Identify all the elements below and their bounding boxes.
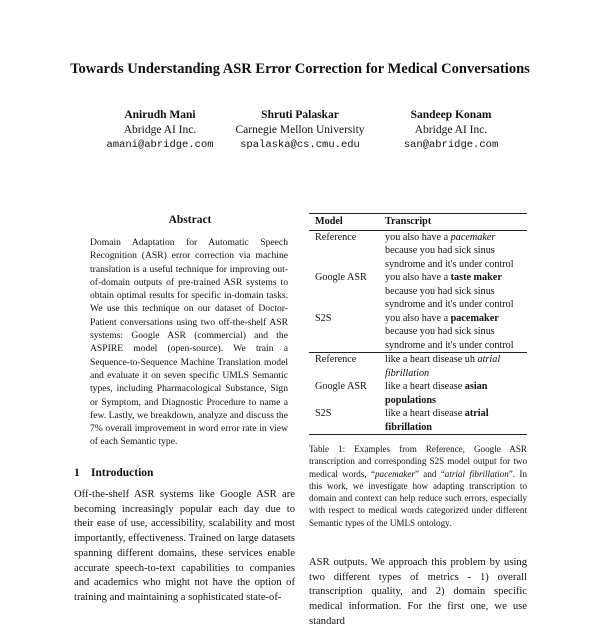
body-paragraph: ASR outputs. We approach this problem by using two different types of metrics - 1) overall transcription quality, and 2) domain specific medical information. For the first one, we use standard xyxy=(309,557,527,627)
table-row xyxy=(309,380,527,407)
transcript-cell xyxy=(383,407,527,435)
author-affiliation: Carnegie Mellon University xyxy=(235,124,365,136)
table-row xyxy=(309,271,527,312)
transcript-cell xyxy=(383,271,527,312)
table-row xyxy=(309,230,527,271)
highlighted-term: atrial fibrillation xyxy=(385,408,489,433)
example-table xyxy=(309,213,527,435)
highlighted-term: asian populations xyxy=(385,381,488,406)
table-caption xyxy=(309,443,527,529)
highlighted-term: pacemaker xyxy=(450,312,499,324)
model-cell: Reference xyxy=(315,231,357,243)
table-header-model: Model xyxy=(315,216,343,227)
transcript-text: because you had sick sinus syndrome and it's under control xyxy=(385,285,514,310)
table-body xyxy=(309,230,527,435)
section-heading xyxy=(74,467,153,479)
author-name: Anirudh Mani xyxy=(124,109,196,121)
author-name: Sandeep Konam xyxy=(410,109,492,121)
model-cell: S2S xyxy=(315,408,332,419)
transcript-text: you also have a xyxy=(385,272,451,283)
abstract-heading: Abstract xyxy=(168,214,212,226)
caption-text: ”. In this work, we investigate how adapting transcription to domain and context can help reduce such errors, especially with respect to medical words categorized under different Semantic types of the UMLS ontology. xyxy=(309,468,527,528)
transcript-cell xyxy=(383,230,527,271)
author-block xyxy=(361,108,541,153)
model-cell: Google ASR xyxy=(315,381,367,392)
transcript-text: you also have a xyxy=(385,312,451,324)
transcript-text: like a heart disease uh xyxy=(385,354,478,365)
table-row xyxy=(309,353,527,381)
abstract-text: Domain Adaptation for Automatic Speech Recognition (ASR) error correction via machine translation is a useful technique for improving out-of-domain outputs of pre-trained ASR systems to obtain optimal results for specific in-domain tasks. We use this technique on our dataset of Doctor-Patient conversations using two off-the-shelf ASR systems: Google ASR (commercial) and the ASPIRE model (open-source). We train a Sequence-to-Sequence Machine Translation model and evaluate it on seven specific UMLS Semantic types, including Pharmacological Substance, Sign or Symptom, and Diagnostic Procedure to name a few. Lastly, we breakdown, analyze and discuss the 7% overall improvement in word error rate in view of each Semantic type. xyxy=(90,237,288,448)
transcript-text: because you had sick sinus syndrome and it's under control xyxy=(385,326,514,351)
transcript-text: like a heart disease xyxy=(385,381,465,392)
transcript-cell xyxy=(383,312,527,353)
model-cell: Reference xyxy=(315,354,357,365)
caption-text: ” and “ xyxy=(414,468,445,479)
caption-term: pacemaker xyxy=(375,468,415,479)
highlighted-term: taste maker xyxy=(450,272,502,283)
author-email: san@abridge.com xyxy=(403,139,499,151)
author-name: Shruti Palaskar xyxy=(261,109,339,121)
model-cell: S2S xyxy=(315,312,332,324)
highlighted-term: pacemaker xyxy=(450,231,496,243)
transcript-text: because you had sick sinus syndrome and it's under control xyxy=(385,245,514,270)
section-number: 1 xyxy=(74,467,80,479)
caption-text: Table 1: Examples from Reference, Google ASR transcription and corresponding S2S model output for two medical words, “ xyxy=(309,444,527,479)
section-title: Introduction xyxy=(91,467,154,479)
table-row xyxy=(309,407,527,435)
highlighted-term: atrial fibrillation xyxy=(385,354,501,379)
model-cell: Google ASR xyxy=(315,272,367,283)
caption-term: atrial fibrillation xyxy=(444,468,509,479)
author-email: amani@abridge.com xyxy=(106,139,214,151)
author-affiliation: Abridge AI Inc. xyxy=(414,124,488,136)
intro-paragraph: Off-the-shelf ASR systems like Google ASR are becoming increasingly popular each day due to their ease of use, accessibility, scalability and most importantly, effectiveness. Trained on large datasets spanning different domains, these services enable accurate speech-to-text capabilities to companies and academics who might not have the option of training and maintaining a sophisticated state-of- xyxy=(74,489,295,603)
transcript-text: you also have a xyxy=(385,231,451,243)
transcript-text: like a heart disease xyxy=(385,408,465,419)
author-email: spalaska@cs.cmu.edu xyxy=(240,139,360,151)
transcript-cell xyxy=(383,353,527,381)
transcript-cell xyxy=(383,380,527,407)
author-affiliation: Abridge AI Inc. xyxy=(123,124,197,136)
table-header-transcript: Transcript xyxy=(385,216,432,227)
table-row xyxy=(309,312,527,353)
paper-title: Towards Understanding ASR Error Correction for Medical Conversations xyxy=(70,61,530,77)
